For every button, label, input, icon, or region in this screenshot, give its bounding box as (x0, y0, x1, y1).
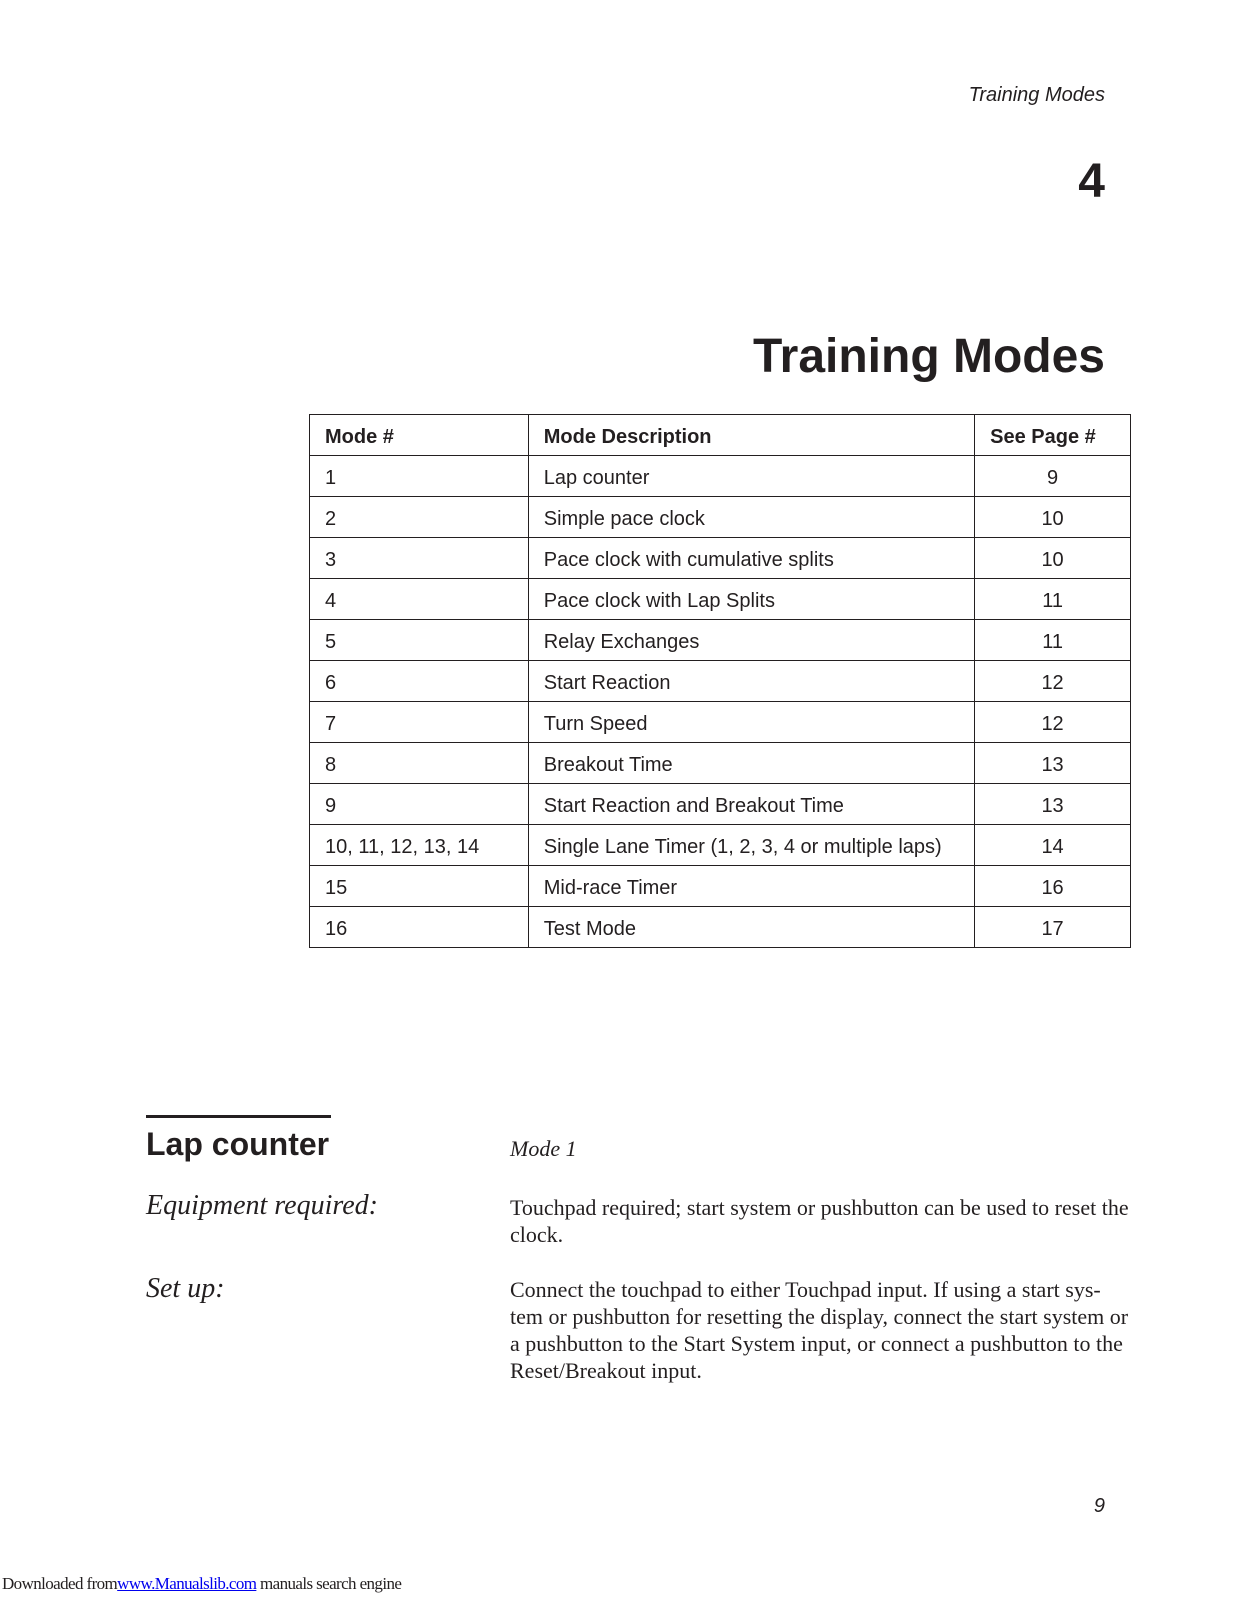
chapter-title: Training Modes (752, 330, 1105, 383)
table-row (310, 620, 1131, 661)
description-cell: Pace clock with Lap Splits (528, 579, 974, 620)
description-cell: Turn Speed (528, 702, 974, 743)
download-footer (2, 1574, 401, 1594)
page-cell: 10 (975, 538, 1131, 579)
setup-label: Set up: (146, 1273, 225, 1304)
table-row (310, 579, 1131, 620)
manualslib-link[interactable]: www.Manualslib.com (117, 1574, 257, 1593)
page-cell: 14 (975, 825, 1131, 866)
description-cell: Mid-race Timer (528, 866, 974, 907)
footer-suffix: manuals search engine (256, 1574, 402, 1593)
description-cell: Breakout Time (528, 743, 974, 784)
mode-cell: 9 (310, 784, 529, 825)
description-cell: Pace clock with cumulative splits (528, 538, 974, 579)
page-cell: 11 (975, 579, 1131, 620)
page-cell: 13 (975, 784, 1131, 825)
mode-cell: 16 (310, 907, 529, 948)
mode-cell: 15 (310, 866, 529, 907)
table-row (310, 456, 1131, 497)
mode-cell: 5 (310, 620, 529, 661)
footer-prefix: Downloaded from (2, 1574, 118, 1593)
description-cell: Start Reaction and Breakout Time (528, 784, 974, 825)
table-header-row (310, 415, 1131, 456)
page-cell: 16 (975, 866, 1131, 907)
description-cell: Single Lane Timer (1, 2, 3, 4 or multiple laps) (528, 825, 974, 866)
table-row (310, 702, 1131, 743)
page-cell: 12 (975, 702, 1131, 743)
header-description: Mode Description (528, 415, 974, 456)
table-row (310, 661, 1131, 702)
table-row (310, 784, 1131, 825)
section-divider (146, 1115, 331, 1118)
description-cell: Start Reaction (528, 661, 974, 702)
mode-cell: 1 (310, 456, 529, 497)
equipment-label: Equipment required: (146, 1190, 378, 1221)
chapter-number: 4 (1078, 155, 1105, 208)
table-body (310, 456, 1131, 948)
page-cell: 12 (975, 661, 1131, 702)
training-modes-table (309, 414, 1131, 948)
running-header: Training Modes (968, 84, 1105, 106)
mode-label: Mode 1 (510, 1136, 577, 1161)
mode-cell: 10, 11, 12, 13, 14 (310, 825, 529, 866)
mode-cell: 6 (310, 661, 529, 702)
table-row (310, 497, 1131, 538)
mode-cell: 4 (310, 579, 529, 620)
page-cell: 17 (975, 907, 1131, 948)
equipment-text: Touchpad required; start system or pushbutton can be used to reset the clock. (510, 1195, 1129, 1247)
mode-cell: 8 (310, 743, 529, 784)
description-cell: Test Mode (528, 907, 974, 948)
mode-cell: 7 (310, 702, 529, 743)
mode-cell: 2 (310, 497, 529, 538)
section-title: Lap counter (146, 1126, 330, 1162)
table-row (310, 743, 1131, 784)
page-cell: 13 (975, 743, 1131, 784)
description-cell: Lap counter (528, 456, 974, 497)
mode-cell: 3 (310, 538, 529, 579)
page-number: 9 (1093, 1495, 1105, 1517)
page-cell: 9 (975, 456, 1131, 497)
setup-text: Connect the touchpad to either Touchpad input. If using a start sys-tem or pushbutton for resetting the display, connect the start system or a pushbutton to the Start System input, or connect a pushbutton to the Reset/Breakout input. (510, 1277, 1129, 1383)
header-mode: Mode # (310, 415, 529, 456)
table-row (310, 538, 1131, 579)
table-row (310, 825, 1131, 866)
description-cell: Simple pace clock (528, 497, 974, 538)
description-cell: Relay Exchanges (528, 620, 974, 661)
table-row (310, 907, 1131, 948)
page-cell: 11 (975, 620, 1131, 661)
page-cell: 10 (975, 497, 1131, 538)
header-page: See Page # (975, 415, 1131, 456)
table-row (310, 866, 1131, 907)
